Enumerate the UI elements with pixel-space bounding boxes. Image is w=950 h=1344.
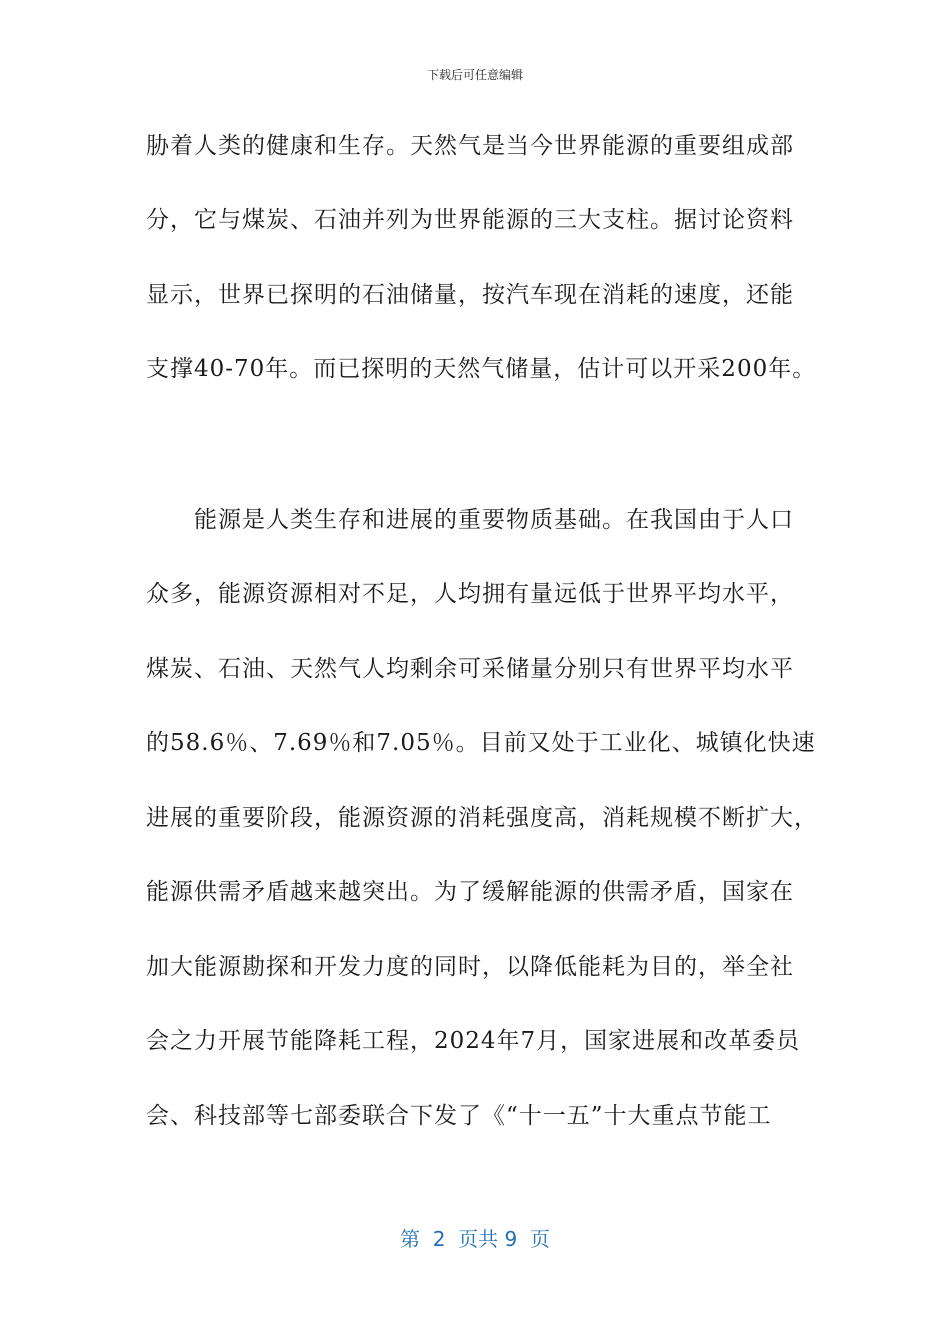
text-line: 显示，世界已探明的石油储量，按汽车现在消耗的速度，还能 bbox=[146, 282, 794, 308]
text-line: 的58.6％、7.69％和7.05％。目前又处于工业化、城镇化快速 bbox=[146, 730, 816, 756]
text-line: 进展的重要阶段，能源资源的消耗强度高，消耗规模不断扩大， bbox=[146, 805, 818, 831]
text-line: 胁着人类的健康和生存。天然气是当今世界能源的重要组成部 bbox=[146, 133, 794, 159]
text-line: 能源是人类生存和进展的重要物质基础。在我国由于人口 bbox=[146, 507, 794, 533]
page-header-note: 下载后可任意编辑 bbox=[426, 68, 523, 82]
text-line: 支撑40-70年。而已探明的天然气储量，估计可以开采200年。 bbox=[146, 356, 817, 382]
text-line: 煤炭、石油、天然气人均剩余可采储量分别只有世界平均水平 bbox=[146, 656, 794, 682]
text-line: 加大能源勘探和开发力度的同时，以降低能耗为目的，举全社 bbox=[146, 954, 794, 980]
text-line: 众多，能源资源相对不足，人均拥有量远低于世界平均水平， bbox=[146, 581, 794, 607]
text-line: 分，它与煤炭、石油并列为世界能源的三大支柱。据讨论资料 bbox=[146, 207, 794, 233]
text-line: 会、科技部等七部委联合下发了《“十一五”十大重点节能工 bbox=[146, 1103, 772, 1129]
page-number: 第 2 页共 9 页 bbox=[400, 1227, 550, 1251]
text-line: 会之力开展节能降耗工程，2024年7月，国家进展和改革委员 bbox=[146, 1028, 801, 1054]
text-line: 能源供需矛盾越来越突出。为了缓解能源的供需矛盾，国家在 bbox=[146, 879, 794, 905]
